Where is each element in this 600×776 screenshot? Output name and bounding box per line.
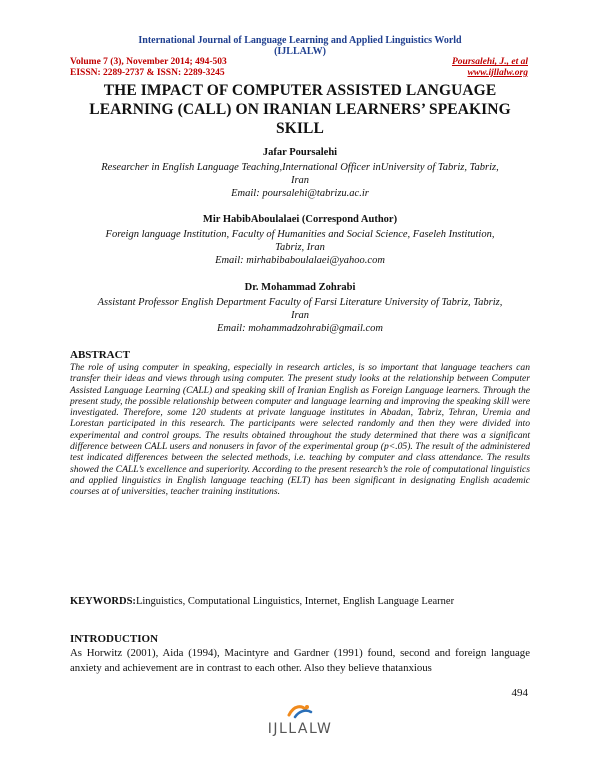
author-email[interactable]: Email: poursalehi@tabrizu.ac.ir [231,188,369,199]
author-name: Dr. Mohammad Zohrabi [244,282,356,293]
author-email[interactable]: Email: mohammadzohrabi@gmail.com [217,323,383,334]
paper-title [80,81,520,138]
logo-text: IJLLALW [267,721,333,737]
keywords-text: Linguistics, Computational Linguistics, Internet, English Language Learner [135,596,455,607]
page-number: 494 [511,687,528,699]
issn-line: EISSN: 2289-2737 & ISSN: 2289-3245 [70,68,225,78]
abstract-section [70,349,530,498]
author-block-1 [60,146,540,200]
author-name: Mir HabibAboulalaei (Correspond Author) [202,214,398,225]
abstract-heading: ABSTRACT [70,349,130,361]
paper-title-line1: THE IMPACT OF COMPUTER ASSISTED LANGUAGE [103,82,497,99]
author-name: Jafar Poursalehi [262,147,338,158]
introduction-heading: INTRODUCTION [70,633,159,645]
author-affiliation: Researcher in English Language Teaching,International Officer inUniversity of Tabriz, Tabriz, [101,162,499,173]
journal-title-line2: (IJLLALW) [274,46,326,57]
logo-swoosh-icon [286,703,314,719]
author-affiliation: Foreign language Institution, Faculty of Humanities and Social Science, Faseleh Institution, [105,229,495,240]
author-affiliation-cont: Iran [290,310,310,321]
author-block-2 [60,213,540,267]
introduction-section [70,633,530,676]
journal-title [0,35,600,57]
website-link[interactable]: www.ijllalw.org [467,68,528,78]
introduction-text: As Horwitz (2001), Aida (1994), Macintyre and Gardner (1991) found, second and foreign language anxiety and achievement are in contrast to each other. Also they believe thatanxious [70,647,530,674]
author-affiliation-cont: Iran [290,175,310,186]
keywords-section [70,596,530,607]
author-email[interactable]: Email: mirhabibaboulalaei@yahoo.com [215,255,385,266]
paper-title-line3: SKILL [276,120,324,137]
abstract-text: The role of using computer in speaking, especially in research articles, is so important that language teachers can transfer their ideas and views through using computer. The present study looks at the relationship between Computer Assisted Language Learning (CALL) and speaking skill of Iranian English as Foreign Language learners. Through the present study, the possible relationship between computer and language learning and improving the speaking skill were investigated. Therefore, some 120 students at private language institutes in Abadan, Tabriz, Tehran, Uremia and Lorestan participated in this research. The participants were selected randomly and then they were divided into experimental and control groups. The results obtained throughout the study determined that there was a significant difference between CALL users and nonusers in favor of the experimental group (p<.05). The result of the administered test indicated differences between the selected methods, i.e. teaching by computer and class attendance. The results showed the CALL’s excellence and superiority. According to the present research’s the role of computational linguistics and applied linguistics in English language teaching (ELT) has been significant in designating English academic courses at of universities, teacher training institutions. [70,362,530,498]
author-affiliation-cont: Tabriz, Iran [275,242,325,253]
keywords-label: KEYWORDS: [70,596,136,607]
author-affiliation: Assistant Professor English Department Faculty of Farsi Literature University of Tabriz, Tabriz, [97,297,503,308]
paper-title-line2: LEARNING (CALL) ON IRANIAN LEARNERS’ SPEAKING [89,101,511,118]
volume-issn-block [70,57,227,79]
authors-website-block [452,57,528,79]
authors-short: Poursalehi, J., et al [451,57,528,67]
volume-line: Volume 7 (3), November 2014; 494-503 [70,57,227,67]
journal-logo [0,703,600,737]
author-block-3 [60,281,540,335]
journal-title-line1: International Journal of Language Learning and Applied Linguistics World [138,35,462,46]
